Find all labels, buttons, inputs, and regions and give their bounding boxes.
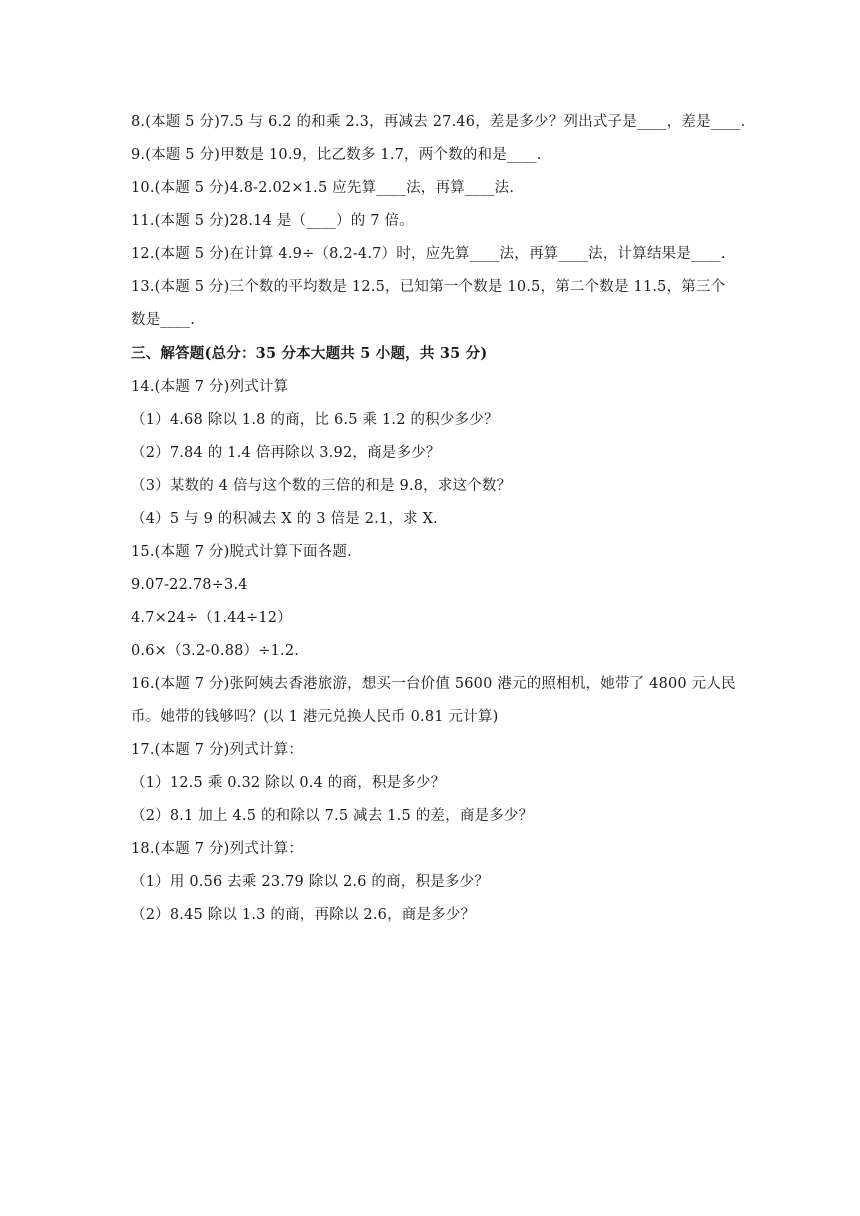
question-18-part-1: （1）用 0.56 去乘 23.79 除以 2.6 的商，积是多少？	[131, 874, 490, 890]
question-16: 16.(本题 7 分)张阿姨去香港旅游，想买一台价值 5600 港元的照相机，她带了 4800 元人民	[131, 676, 736, 692]
question-17-part-2: （2）8.1 加上 4.5 的和除以 7.5 减去 1.5 的差，商是多少？	[131, 808, 534, 824]
question-14-part-2: （2）7.84 的 1.4 倍再除以 3.92，商是多少？	[131, 445, 441, 461]
question-15-expression-3: 0.6×（3.2-0.88）÷1.2.	[131, 643, 300, 659]
question-14: 14.(本题 7 分)列式计算	[131, 379, 289, 395]
question-10: 10.(本题 5 分)4.8-2.02×1.5 应先算____法，再算____法.	[131, 180, 515, 196]
question-15-expression-2: 4.7×24÷（1.44÷12）	[131, 610, 292, 626]
question-18: 18.(本题 7 分)列式计算：	[131, 841, 304, 857]
question-18-part-2: （2）8.45 除以 1.3 的商，再除以 2.6，商是多少？	[131, 907, 476, 923]
question-17: 17.(本题 7 分)列式计算：	[131, 742, 304, 758]
question-11: 11.(本题 5 分)28.14 是（____）的 7 倍。	[131, 213, 414, 229]
question-8: 8.(本题 5 分)7.5 与 6.2 的和乘 2.3，再减去 27.46，差是多少？列出式子是____，差是____.	[131, 114, 746, 130]
question-9: 9.(本题 5 分)甲数是 10.9，比乙数多 1.7，两个数的和是____.	[131, 147, 542, 163]
question-14-part-1: （1）4.68 除以 1.8 的商，比 6.5 乘 1.2 的积少多少？	[131, 412, 499, 428]
question-12: 12.(本题 5 分)在计算 4.9÷（8.2-4.7）时，应先算____法，再算____法，计算结果是____.	[131, 246, 726, 262]
question-17-part-1: （1）12.5 乘 0.32 除以 0.4 的商，积是多少？	[131, 775, 446, 791]
question-14-part-3: （3）某数的 4 倍与这个数的三倍的和是 9.8，求这个数？	[131, 478, 512, 494]
question-13-continued: 数是____.	[131, 312, 196, 328]
question-14-part-4: （4）5 与 9 的积减去 X 的 3 倍是 2.1，求 X.	[131, 511, 438, 527]
question-15-expression-1: 9.07-22.78÷3.4	[131, 577, 248, 593]
question-13: 13.(本题 5 分)三个数的平均数是 12.5，已知第一个数是 10.5，第二个数是 11.5，第三个	[131, 279, 726, 295]
question-15: 15.(本题 7 分)脱式计算下面各题.	[131, 544, 352, 560]
question-16-continued: 币。她带的钱够吗？(以 1 港元兑换人民币 0.81 元计算)	[131, 709, 499, 725]
section-heading: 三、解答题(总分：35 分本大题共 5 小题，共 35 分)	[131, 345, 488, 362]
